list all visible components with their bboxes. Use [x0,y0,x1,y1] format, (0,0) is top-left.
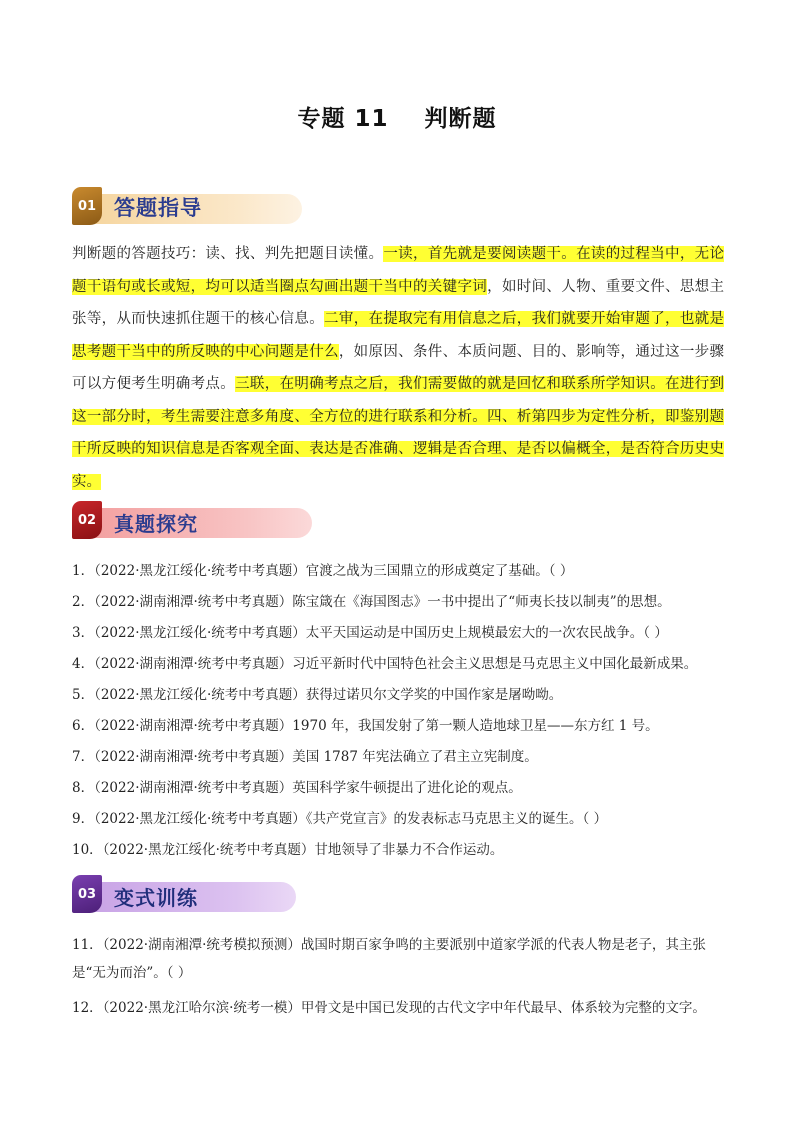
topic-number: 专题 11 [297,106,389,132]
question-text: 官渡之战为三国鼎立的形成奠定了基础。（ ） [305,563,574,579]
question-item [72,681,732,709]
question-text: 9． [72,811,95,827]
question-text: 6． [72,718,95,734]
guidance-text: 判断题的答题技巧：读、找、判先把题目读懂。 [72,246,384,262]
topic-name: 判断题 [424,106,497,132]
question-item [72,805,732,833]
question-text: （2022·湖南湘潭·统考中考真题） [94,780,293,796]
guidance-text: ，如原因、条件、本质问题、目的、影响等，通过这一步骤可以方便考生明确考点。 [72,343,724,392]
question-item [72,588,732,616]
question-text: 12． [72,1000,103,1016]
page-title [0,100,794,133]
question-text: （2022·黑龙江绥化·统考中考真题） [94,563,306,579]
question-text: （2022·湖南湘潭·统考中考真题） [94,594,293,610]
question-text: 甘地领导了非暴力不合作运动。 [314,842,504,858]
question-item [72,743,732,771]
question-item [72,712,732,740]
section-header-practice [72,870,262,920]
question-text: （2022·黑龙江绥化·统考中考真题） [94,687,306,703]
question-text: 太平天国运动是中国历史上规模最宏大的一次农民战争。（ ） [305,625,668,641]
question-text: 2． [72,594,95,610]
section-title: 答题指导 [114,196,202,220]
question-text: 甲骨文是中国已发现的古代文字中年代最早、体系较为完整的文字。 [300,1000,706,1016]
question-text: 5． [72,687,95,703]
question-text: 7． [72,749,95,765]
question-item [72,836,732,864]
question-item [72,650,732,678]
question-text: （2022·黑龙江哈尔滨·统考一模） [102,1000,301,1016]
question-text: （2022·湖南湘潭·统考中考真题） [94,718,293,734]
question-text: 1． [72,563,95,579]
question-text: 《共产党宣言》的发表标志马克思主义的诞生。（ ） [305,811,608,827]
question-item [72,994,732,1022]
question-text: （2022·湖南湘潭·统考中考真题） [94,656,293,672]
question-text: 陈宝箴在《海国图志》一书中提出了“师夷长技以制夷”的思想。 [292,594,671,610]
question-item [72,557,732,585]
section-badge: 02 [72,501,102,539]
question-text: 习近平新时代中国特色社会主义思想是马克思主义中国化最新成果。 [292,656,698,672]
question-text: 获得过诺贝尔文学奖的中国作家是屠呦呦。 [305,687,563,703]
highlighted-text: 二审，在提取完有用信息之后，我们就要开始审题了，也就是思考题干当中的所反映的中心问题是什么 [72,311,725,360]
question-text: 10． [72,842,103,858]
section-title: 变式训练 [114,886,198,910]
highlighted-text: 三联，在明确考点之后，我们需要做的就是回忆和联系所学知识。在进行到这一部分时，考生需要注意多角度、全方位的进行联系和分析。四、析第四步为定性分析，即鉴别题干所反映的知识信息是否客观全面、表达是否准确、逻辑是否合理、是否以偏概全，是否符合历史史实。 [72,376,725,490]
section-title: 真题探究 [114,512,198,536]
guidance-text: ，如时间、人物、重要文件、思想主张等，从而快速抓住题干的核心信息。 [72,278,725,327]
question-item [72,931,724,987]
section-badge: 03 [72,875,102,913]
question-text: （2022·湖南湘潭·统考中考真题） [94,749,293,765]
question-text: （2022·湖南湘潭·统考模拟预测） [102,937,301,953]
section-badge: 01 [72,187,102,225]
question-text: 4． [72,656,95,672]
question-text: 11． [72,937,103,953]
question-text: （2022·黑龙江绥化·统考中考真题） [94,625,306,641]
question-text: 美国 1787 年宪法确立了君主立宪制度。 [292,749,538,765]
section-header-guidance [72,182,262,232]
question-item [72,619,732,647]
question-text: 英国科学家牛顿提出了进化论的观点。 [292,780,522,796]
question-text: （2022·黑龙江绥化·统考中考真题） [94,811,306,827]
question-item [72,774,732,802]
question-text: 3． [72,625,95,641]
guidance-paragraph [72,238,724,498]
highlighted-text: 一读，首先就是要阅读题干。在读的过程当中，无论题干语句或长或短，均可以适当圈点勾画出题干当中的关键字词 [72,246,725,295]
question-text: 战国时期百家争鸣的主要派别中道家学派的代表人物是老子，其主张是“无为而治”。（ ） [72,937,706,981]
question-text: 1970 年，我国发射了第一颗人造地球卫星——东方红 1 号。 [292,718,659,734]
section-header-exam-questions [72,496,262,546]
question-text: 8． [72,780,95,796]
question-text: （2022·黑龙江绥化·统考中考真题） [102,842,315,858]
